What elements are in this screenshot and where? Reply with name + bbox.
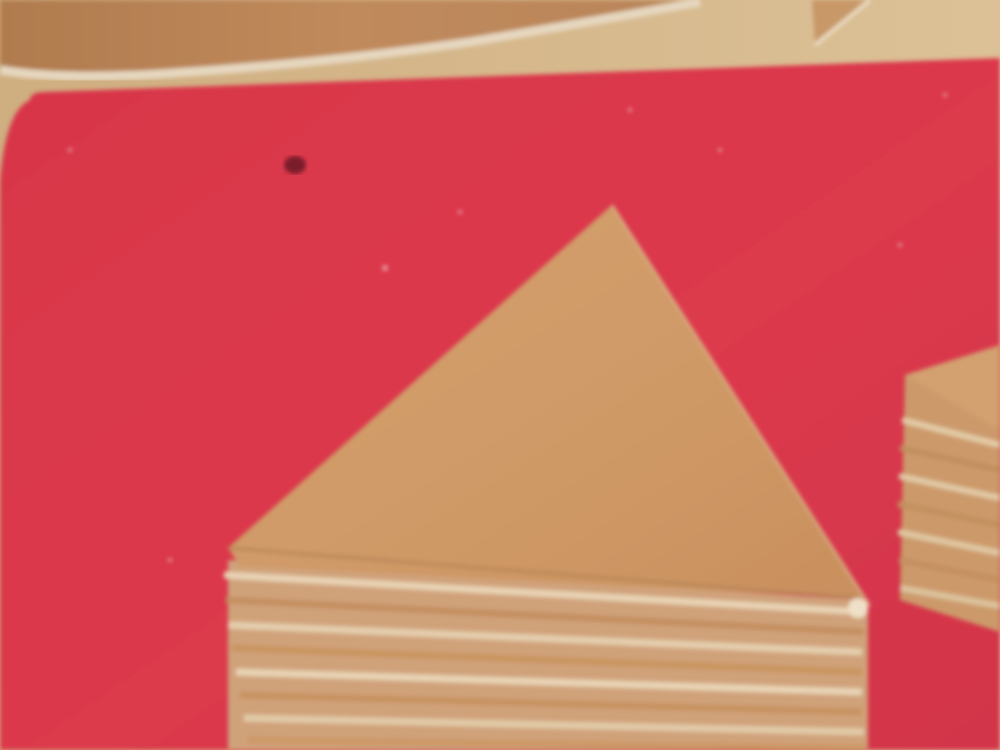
mat-mark	[284, 156, 306, 174]
triangle-stack-right	[898, 345, 1000, 632]
